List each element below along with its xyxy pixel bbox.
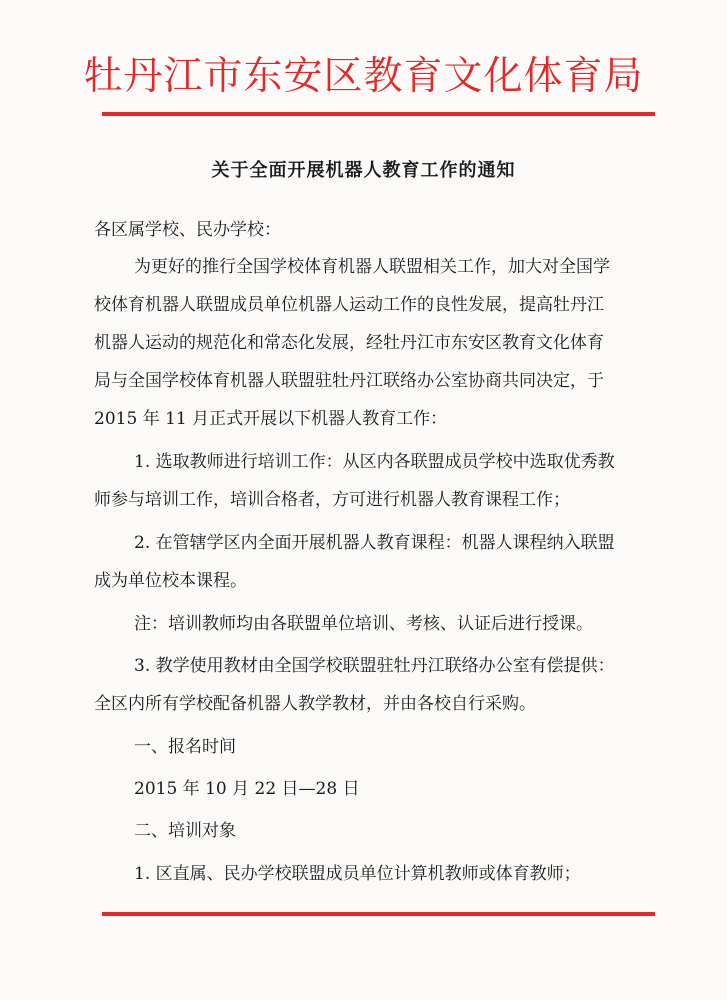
- item-line: 成为单位校本课程。: [94, 571, 247, 591]
- paragraph-line: 2015 年 11 月正式开展以下机器人教育工作：: [94, 409, 448, 429]
- paragraph-line: 机器人运动的规范化和常态化发展，经牡丹江市东安区教育文化体育: [94, 333, 604, 353]
- paragraph-line: 局与全国学校体育机器人联盟驻牡丹江联络办公室协商共同决定，于: [94, 371, 604, 391]
- salutation: 各区属学校、民办学校：: [94, 220, 281, 240]
- note-line: 注：培训教师均由各联盟单位培训、考核、认证后进行授课。: [134, 614, 593, 634]
- section-heading: 二、培训对象: [134, 821, 236, 841]
- item-line: 3. 教学使用教材由全国学校联盟驻牡丹江联络办公室有偿提供：: [134, 656, 615, 676]
- item-line: 2. 在管辖学区内全面开展机器人教育课程：机器人课程纳入联盟: [134, 533, 615, 553]
- item-line: 师参与培训工作，培训合格者，方可进行机器人教育课程工作；: [94, 490, 570, 510]
- paragraph-line: 校体育机器人联盟成员单位机器人运动工作的良性发展，提高牡丹江: [94, 295, 604, 315]
- section-heading: 一、报名时间: [134, 737, 236, 757]
- footer-red-rule: [102, 912, 655, 916]
- document-title: 关于全面开展机器人教育工作的通知: [211, 160, 516, 181]
- item-line: 1. 选取教师进行培训工作：从区内各联盟成员学校中选取优秀教: [134, 452, 615, 472]
- header-red-rule: [102, 112, 655, 116]
- item-line: 1. 区直属、民办学校联盟成员单位计算机教师或体育教师；: [134, 864, 581, 884]
- item-line: 全区内所有学校配备机器人教学教材，并由各校自行采购。: [94, 694, 536, 714]
- registration-dates: 2015 年 10 月 22 日—28 日: [134, 779, 360, 799]
- org-header: 牡丹江市东安区教育文化体育局: [83, 54, 644, 99]
- paragraph-line: 为更好的推行全国学校体育机器人联盟相关工作，加大对全国学: [134, 257, 610, 277]
